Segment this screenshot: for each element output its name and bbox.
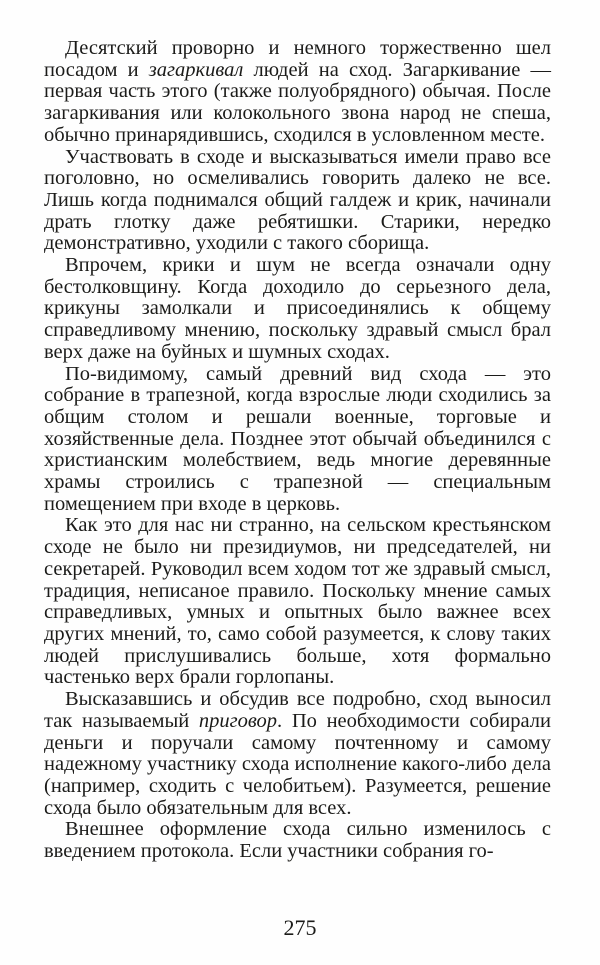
paragraph [44, 819, 551, 862]
paragraph-text: . По необходимости собирали деньги и поручали самому почтенному и самому надежному участнику схода исполнение какого-либо дела (например, сходить с челобитьем). Разумеется, решение схода было обязательным для всех. [44, 709, 551, 819]
paragraph-text: Высказавшись и обсудив все подробно, сход выносил так называемый [44, 688, 551, 732]
paragraph-text: Как это для нас ни странно, на сельском крестьянском сходе не было ни президиумов, ни председателей, ни секретарей. Руководил всем ходом тот же здравый смысл, традиция, неписаное правило. Поскольку мнение самых справедливых, умных и опытных было важнее всех других мнений, то, само собой разумеется, к слову таких людей прислушивались больше, хотя формально частенько верх брали горлопаны. [44, 514, 551, 689]
paragraph [44, 689, 551, 819]
paragraph [44, 364, 551, 516]
page-number: 275 [283, 915, 317, 940]
paragraph-text: Десятский проворно и немного торжественно шел посадом и [44, 37, 551, 81]
paragraph [44, 515, 551, 689]
paragraph [44, 38, 551, 147]
italic-term: загаркивал [148, 58, 244, 81]
paragraph-text: По-видимому, самый древний вид схода — это собрание в трапезной, когда взрослые люди сходились за общим столом и решали военные, торговые и хозяйственные дела. Позднее этот обычай объединился с христианским молебствием, ведь многие деревянные храмы строились с трапезной — специальным помещением при входе в церковь. [44, 362, 551, 515]
paragraph-text: Впрочем, крики и шум не всегда означали одну бестолковщину. Когда доходило до серьезного дела, крикуны замолкали и присоединялись к общему справедливому мнению, поскольку здравый смысл брал верх даже на буйных и шумных сходах. [44, 254, 551, 363]
text-block [44, 38, 551, 863]
paragraph-text: Участвовать в сходе и высказываться имели право все поголовно, но осмеливались говорить далеко не все. Лишь когда поднимался общий галдеж и крик, начинали драть глотку даже ребятишки. Старики, нередко демонстративно, уходили с такого сборища. [44, 145, 551, 255]
italic-term: приговор [198, 709, 278, 732]
paragraph-text: людей на сход. Загаркивание — первая часть этого (также полуобрядного) обычая. После загаркивания или колокольного звона народ не спеша, обычно принарядившись, сходился в условленном месте. [44, 58, 551, 146]
paragraph-text: Внешнее оформление схода сильно изменилось с введением протокола. Если участники собрания го- [44, 818, 551, 863]
paragraph [44, 147, 551, 256]
paragraph [44, 255, 551, 364]
